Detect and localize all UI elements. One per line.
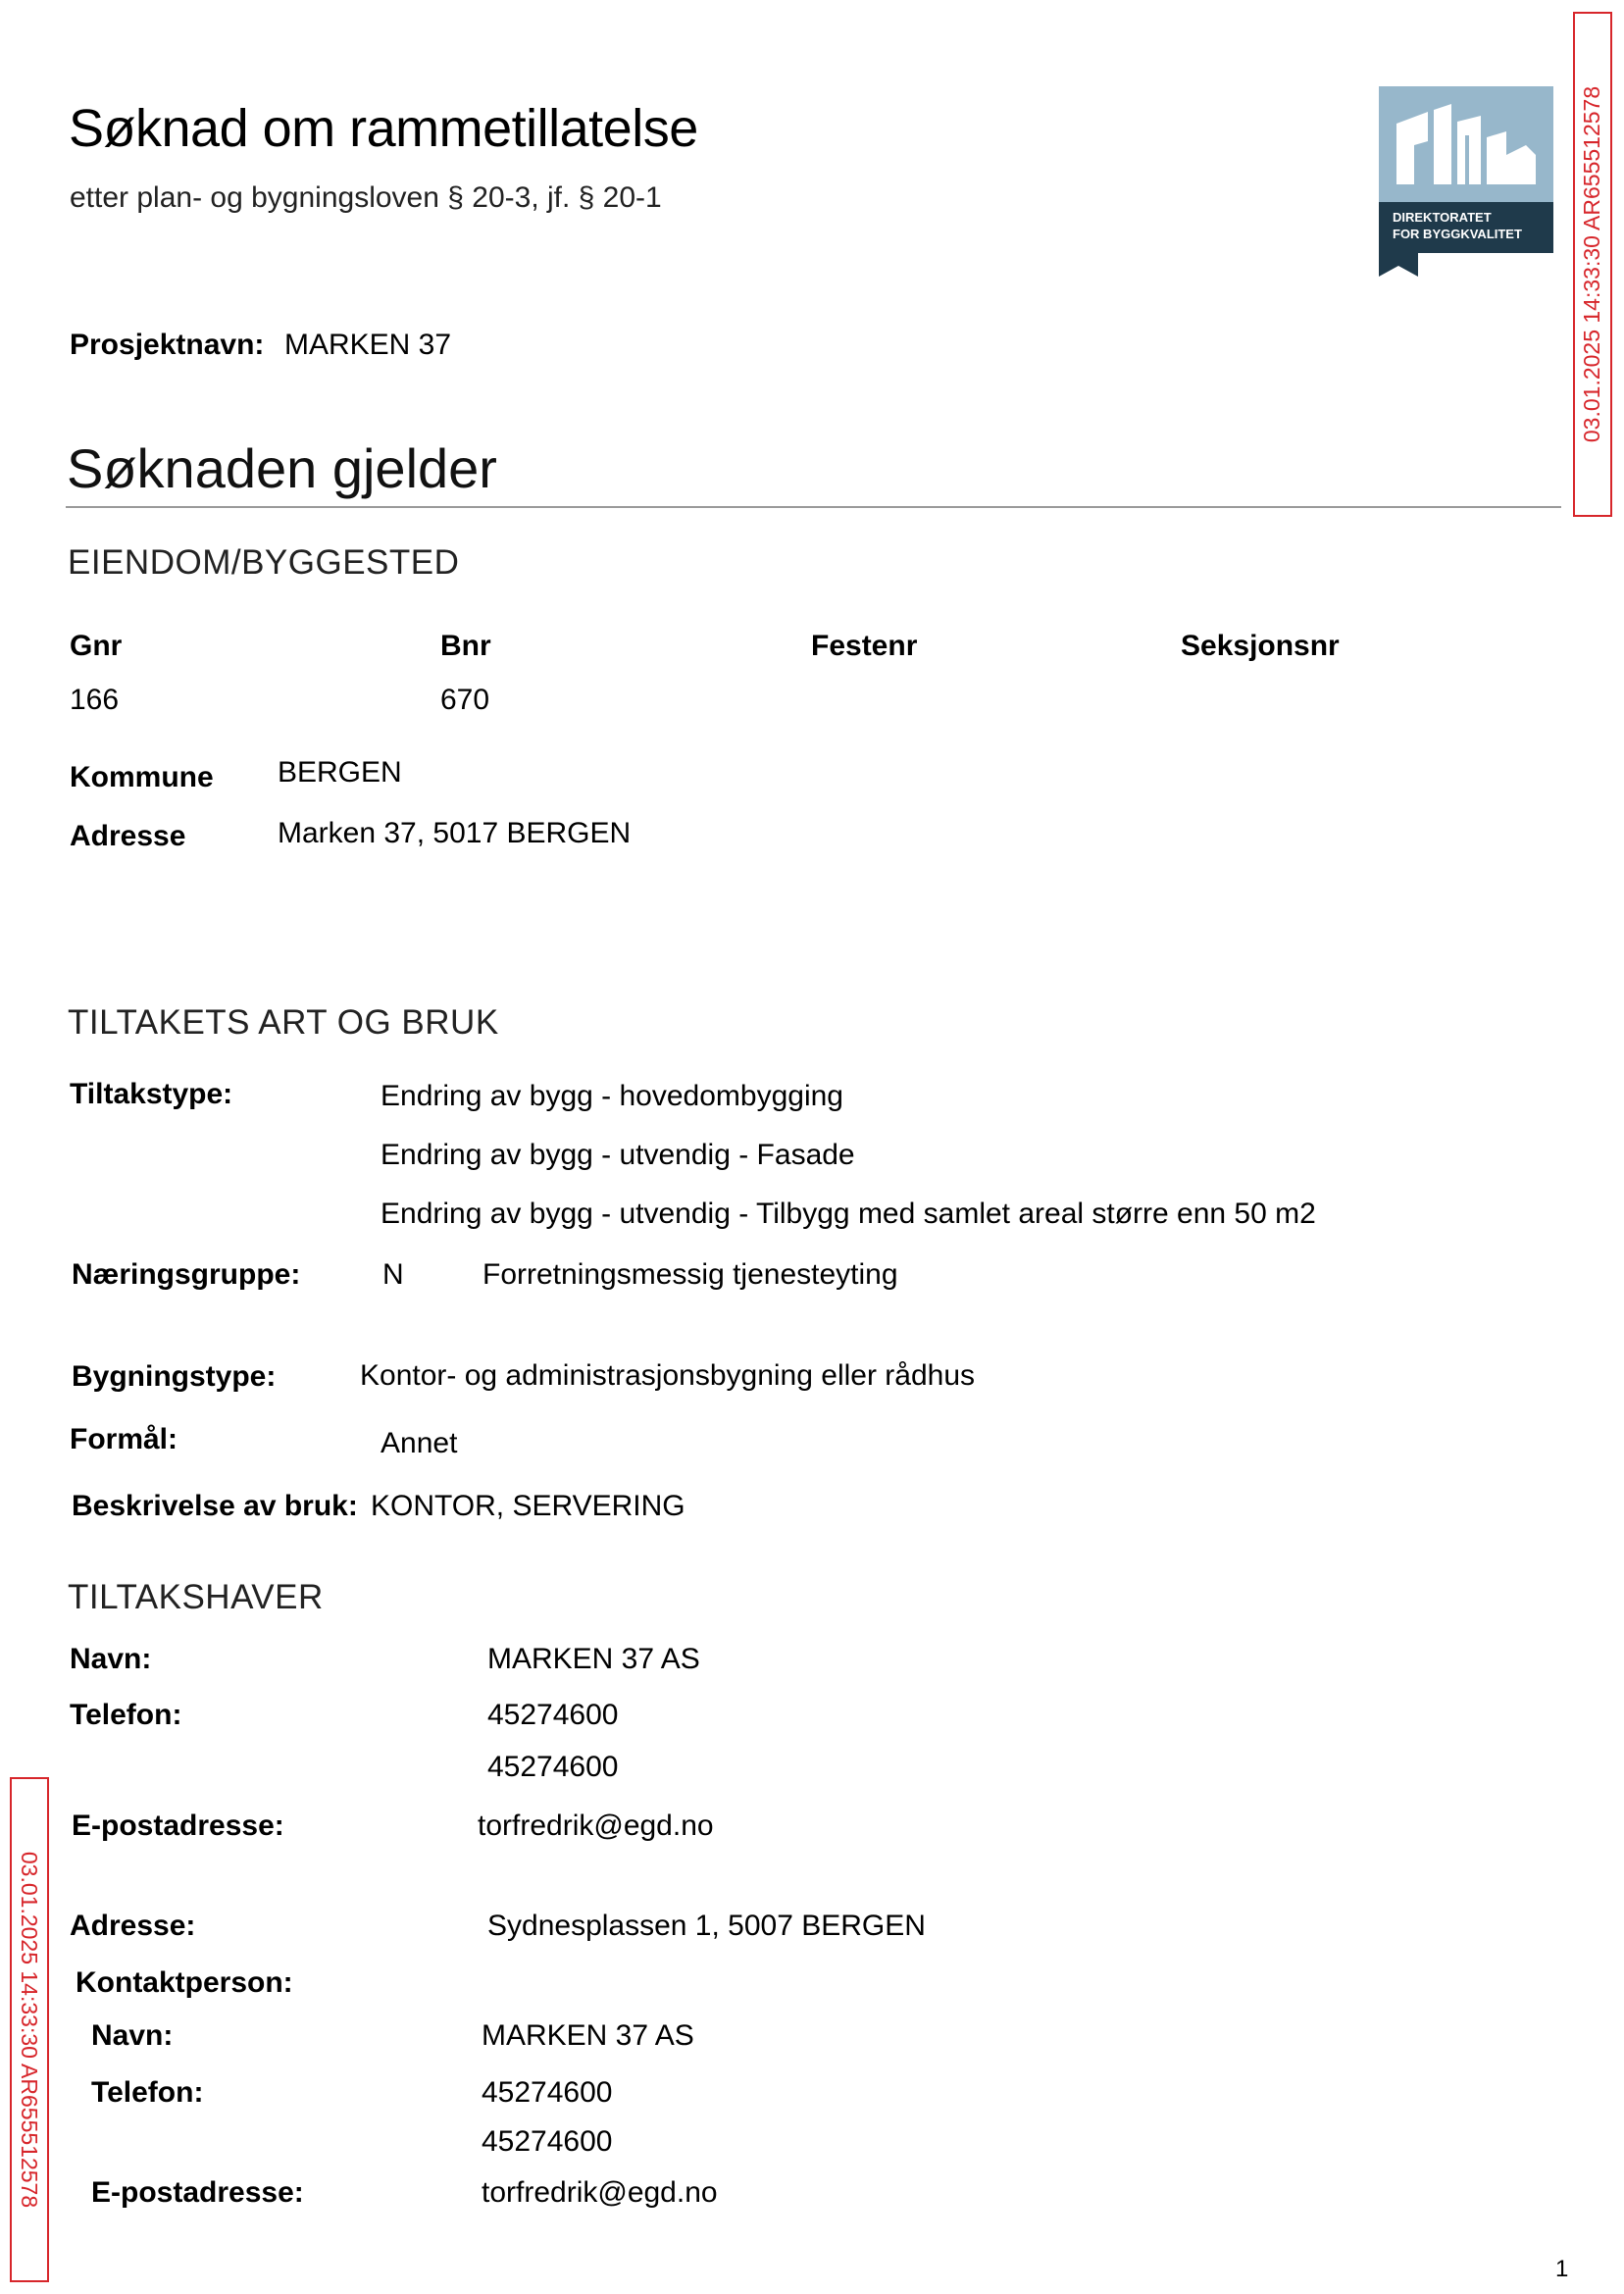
kontakt-epost-label: E-postadresse: bbox=[91, 2176, 304, 2209]
tiltakshaver-heading: TILTAKSHAVER bbox=[68, 1578, 324, 1616]
formal-value: Annet bbox=[381, 1427, 458, 1459]
formal-label: Formål: bbox=[70, 1423, 178, 1455]
tiltakshaver-telefon-value: 45274600 bbox=[487, 1751, 619, 1783]
eiendom-heading: EIENDOM/BYGGESTED bbox=[68, 543, 460, 582]
festenr-header: Festenr bbox=[811, 630, 918, 662]
bnr-header: Bnr bbox=[440, 630, 491, 662]
kontaktperson-label: Kontaktperson: bbox=[76, 1966, 293, 1999]
kommune-value: BERGEN bbox=[278, 756, 402, 789]
tiltakstype-item: Endring av bygg - hovedombygging bbox=[381, 1080, 843, 1112]
gnr-header: Gnr bbox=[70, 630, 123, 662]
document-title: Søknad om rammetillatelse bbox=[69, 99, 698, 158]
tiltakshaver-epost-value: torfredrik@egd.no bbox=[478, 1810, 714, 1842]
kommune-label: Kommune bbox=[70, 761, 214, 793]
project-name-label: Prosjektnavn: bbox=[70, 329, 265, 361]
logo-text-line1: DIREKTORATET bbox=[1393, 210, 1492, 225]
seksjonsnr-header: Seksjonsnr bbox=[1181, 630, 1340, 662]
tiltakstype-label: Tiltakstype: bbox=[70, 1078, 233, 1110]
kontakt-telefon-value: 45274600 bbox=[482, 2125, 613, 2158]
dibk-logo bbox=[1379, 86, 1553, 279]
logo-text-line2: FOR BYGGKVALITET bbox=[1393, 227, 1522, 241]
kontakt-telefon-label: Telefon: bbox=[91, 2076, 204, 2109]
timestamp-stamp-left bbox=[10, 1777, 49, 2282]
tiltakstype-item: Endring av bygg - utvendig - Tilbygg med samlet areal større enn 50 m2 bbox=[381, 1198, 1316, 1230]
bygningstype-value: Kontor- og administrasjonsbygning eller rådhus bbox=[360, 1359, 976, 1392]
project-name-value: MARKEN 37 bbox=[284, 329, 452, 361]
timestamp-stamp-right bbox=[1573, 12, 1612, 517]
section-title: Søknaden gjelder bbox=[67, 437, 497, 499]
bruk-label: Beskrivelse av bruk: bbox=[72, 1490, 358, 1522]
kontakt-navn-label: Navn: bbox=[91, 2019, 174, 2052]
bruk-value: KONTOR, SERVERING bbox=[371, 1490, 685, 1522]
adresse-value: Marken 37, 5017 BERGEN bbox=[278, 817, 632, 849]
dibk-logo-icon bbox=[1379, 86, 1553, 279]
document-subtitle: etter plan- og bygningsloven § 20-3, jf. § 20-1 bbox=[70, 181, 662, 214]
page-number: 1 bbox=[1555, 2256, 1569, 2282]
bygningstype-label: Bygningstype: bbox=[72, 1360, 277, 1393]
tiltakshaver-navn-label: Navn: bbox=[70, 1643, 152, 1675]
kontakt-telefon-value: 45274600 bbox=[482, 2076, 613, 2109]
tiltakshaver-navn-value: MARKEN 37 AS bbox=[487, 1643, 700, 1675]
kontakt-navn-value: MARKEN 37 AS bbox=[482, 2019, 694, 2052]
section-divider bbox=[66, 506, 1561, 508]
tiltakshaver-epost-label: E-postadresse: bbox=[72, 1810, 284, 1842]
stamp-text: 03.01.2025 14:33:30 AR655512578 bbox=[17, 1851, 43, 2209]
tiltakshaver-telefon-value: 45274600 bbox=[487, 1699, 619, 1731]
naeringsgruppe-code: N bbox=[382, 1258, 404, 1291]
tiltak-heading: TILTAKETS ART OG BRUK bbox=[68, 1003, 499, 1042]
kontakt-epost-value: torfredrik@egd.no bbox=[482, 2176, 718, 2209]
bnr-value: 670 bbox=[440, 684, 490, 716]
adresse-label: Adresse bbox=[70, 820, 186, 852]
tiltakshaver-telefon-label: Telefon: bbox=[70, 1699, 182, 1731]
gnr-value: 166 bbox=[70, 684, 120, 716]
naeringsgruppe-value: Forretningsmessig tjenesteyting bbox=[482, 1258, 898, 1291]
tiltakshaver-adresse-label: Adresse: bbox=[70, 1910, 196, 1942]
tiltakstype-item: Endring av bygg - utvendig - Fasade bbox=[381, 1139, 855, 1171]
tiltakshaver-adresse-value: Sydnesplassen 1, 5007 BERGEN bbox=[487, 1910, 926, 1942]
naeringsgruppe-label: Næringsgruppe: bbox=[72, 1258, 301, 1291]
stamp-text: 03.01.2025 14:33:30 AR655512578 bbox=[1579, 85, 1605, 443]
